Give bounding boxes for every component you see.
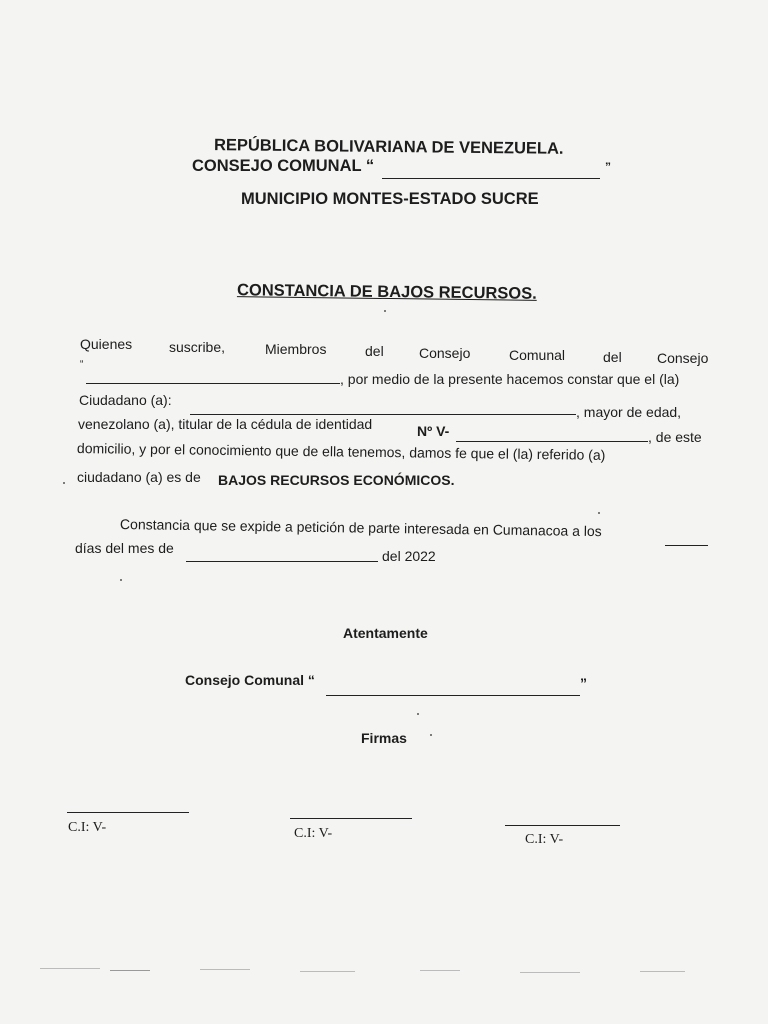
body-word: del bbox=[603, 349, 622, 365]
scan-artifact bbox=[520, 972, 580, 973]
document-title: CONSTANCIA DE BAJOS RECURSOS. bbox=[236, 281, 537, 303]
scan-artifact bbox=[300, 971, 355, 972]
issuance-line1: Constancia que se expide a petición de parte interesada en Cumanacoa a los bbox=[119, 516, 602, 540]
issuance-month-blank[interactable] bbox=[186, 561, 378, 562]
header-council-suffix: ” bbox=[605, 160, 611, 174]
id-number-label: Nº V- bbox=[417, 423, 450, 439]
issuance-line2-suffix: del 2022 bbox=[382, 548, 436, 564]
body-word: Comunal bbox=[509, 347, 566, 363]
issuance-line2-prefix: días del mes de bbox=[75, 540, 174, 556]
scan-artifact bbox=[110, 970, 150, 971]
signature-line-1[interactable] bbox=[67, 812, 189, 813]
scan-artifact bbox=[420, 970, 460, 971]
closing-council-prefix: Consejo Comunal “ bbox=[185, 672, 315, 688]
signature-id-3: C.I: V- bbox=[525, 832, 564, 847]
id-number-blank[interactable] bbox=[456, 441, 648, 442]
body-open-quote: “ bbox=[80, 359, 84, 370]
citizen-name-blank[interactable] bbox=[190, 414, 576, 415]
body-line3: , mayor de edad, bbox=[576, 404, 682, 420]
header-municipality: MUNICIPIO MONTES-ESTADO SUCRE bbox=[241, 190, 539, 208]
signatures-label: Firmas bbox=[361, 730, 407, 746]
scan-speck bbox=[63, 482, 65, 484]
body-word: Quienes bbox=[80, 336, 133, 352]
body-line2: , por medio de la presente hacemos constar que el (la) bbox=[340, 371, 680, 387]
closing-council-suffix: ” bbox=[580, 675, 587, 691]
body-word: Consejo bbox=[657, 350, 709, 366]
scan-artifact bbox=[40, 968, 100, 969]
scan-speck bbox=[384, 310, 386, 312]
header-council-name-blank[interactable] bbox=[382, 178, 600, 179]
body-citizen-label: Ciudadano (a): bbox=[79, 392, 172, 408]
signature-line-3[interactable] bbox=[505, 825, 620, 826]
signature-line-2[interactable] bbox=[290, 818, 412, 819]
signature-id-1: C.I: V- bbox=[68, 820, 107, 835]
header-council-prefix: CONSEJO COMUNAL “ bbox=[192, 157, 375, 175]
closing-regards: Atentamente bbox=[343, 625, 428, 641]
scan-artifact bbox=[200, 969, 250, 970]
body-line6: ciudadano (a) es de bbox=[77, 469, 201, 485]
body-word: Consejo bbox=[419, 345, 471, 361]
scan-speck bbox=[417, 713, 419, 715]
signature-id-2: C.I: V- bbox=[294, 826, 333, 841]
body-line4: venezolano (a), titular de la cédula de identidad bbox=[78, 416, 373, 432]
closing-council-blank[interactable] bbox=[326, 695, 580, 696]
body-word: Miembros bbox=[265, 341, 327, 357]
scan-artifact bbox=[640, 971, 685, 972]
body-line4-end: , de este bbox=[648, 429, 702, 445]
body-council-blank[interactable] bbox=[86, 383, 340, 384]
scan-speck bbox=[598, 512, 600, 514]
scan-speck bbox=[430, 734, 432, 736]
low-resources-emphasis: BAJOS RECURSOS ECONÓMICOS. bbox=[218, 472, 455, 488]
body-word: del bbox=[365, 343, 384, 359]
body-line5: domicilio, y por el conocimiento que de ella tenemos, damos fe que el (la) referido (a) bbox=[76, 440, 606, 463]
header-republic: REPÚBLICA BOLIVARIANA DE VENEZUELA. bbox=[213, 136, 564, 158]
issuance-day-blank[interactable] bbox=[665, 545, 708, 546]
scan-speck bbox=[120, 579, 122, 581]
body-word: suscribe, bbox=[169, 339, 226, 355]
